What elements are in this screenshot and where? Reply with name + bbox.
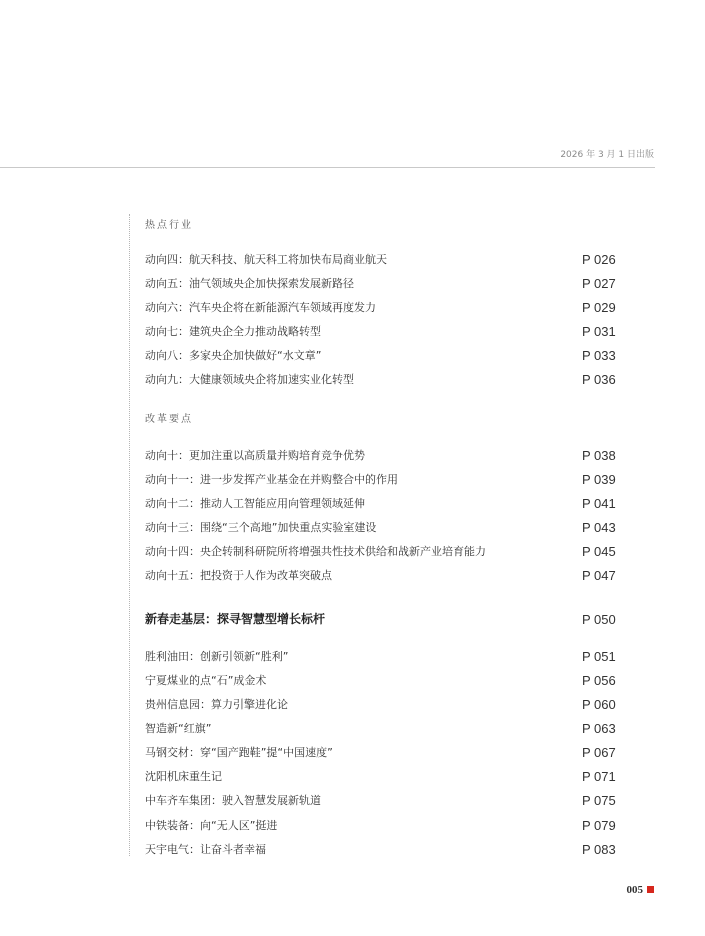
toc-entry[interactable] <box>145 815 615 833</box>
toc-entry[interactable] <box>145 517 615 535</box>
toc-entry-page: P 050 <box>582 612 616 627</box>
feature-title: 新春走基层：探寻智慧型增长标杆 <box>145 612 326 626</box>
toc-entry-page: P 026 <box>582 252 616 267</box>
toc-entry-title: 动向十一：进一步发挥产业基金在并购整合中的作用 <box>145 473 398 486</box>
toc-entry-title: 动向九：大健康领域央企将加速实业化转型 <box>145 373 354 386</box>
toc-entry-title: 动向十四：央企转制科研院所将增强共性技术供给和战新产业培育能力 <box>145 545 486 558</box>
toc-entry-title: 动向六：汽车央企将在新能源汽车领域再度发力 <box>145 301 376 314</box>
toc-entry-page: P 067 <box>582 745 616 760</box>
toc-entry-title: 中铁装备：向“无人区”挺进 <box>145 819 278 832</box>
toc-entry[interactable] <box>145 297 615 315</box>
toc-entry[interactable] <box>145 766 615 784</box>
toc-entry-title: 贵州信息园：算力引擎进化论 <box>145 698 288 711</box>
toc-entry-title: 动向十五：把投资于人作为改革突破点 <box>145 569 332 582</box>
toc-entry-page: P 056 <box>582 673 616 688</box>
toc-entry-title: 马钢交材：穿“国产跑鞋”提“中国速度” <box>145 746 333 759</box>
toc-entry-page: P 045 <box>582 544 616 559</box>
toc-entry[interactable] <box>145 839 615 857</box>
toc-entry[interactable] <box>145 565 615 583</box>
toc-entry-title: 动向十：更加注重以高质量并购培育竞争优势 <box>145 449 365 462</box>
toc-entry[interactable] <box>145 670 615 688</box>
toc-entry-page: P 027 <box>582 276 616 291</box>
toc-entry[interactable] <box>145 249 615 267</box>
page-number <box>627 884 655 896</box>
toc-entry-page: P 079 <box>582 818 616 833</box>
toc-entry[interactable] <box>145 369 615 387</box>
toc-entry-page: P 071 <box>582 769 616 784</box>
toc-entry-page: P 083 <box>582 842 616 857</box>
toc-entry[interactable] <box>145 646 615 664</box>
toc-entry-title: 中车齐车集团：驶入智慧发展新轨道 <box>145 794 321 807</box>
toc-entry-page: P 051 <box>582 649 616 664</box>
page-number-text: 005 <box>626 884 643 896</box>
toc-entry-page: P 031 <box>582 324 616 339</box>
toc-entry[interactable] <box>145 321 615 339</box>
toc-entry[interactable] <box>145 742 615 760</box>
dotted-margin-rule <box>129 214 130 856</box>
toc-entry-page: P 041 <box>582 496 616 511</box>
toc-entry[interactable] <box>145 345 615 363</box>
red-square-marker <box>647 886 654 893</box>
toc-entry-title: 动向四：航天科技、航天科工将加快布局商业航天 <box>145 253 387 266</box>
toc-entry-page: P 060 <box>582 697 616 712</box>
toc-entry-title: 动向十三：围绕“三个高地”加快重点实验室建设 <box>145 521 377 534</box>
toc-entry-page: P 038 <box>582 448 616 463</box>
toc-entry-title: 动向五：油气领域央企加快探索发展新路径 <box>145 277 354 290</box>
toc-entry-title: 动向十二：推动人工智能应用向管理领域延伸 <box>145 497 365 510</box>
toc-entry[interactable] <box>145 469 615 487</box>
toc-entry[interactable] <box>145 718 615 736</box>
toc-entry-title: 沈阳机床重生记 <box>145 770 222 783</box>
toc-entry[interactable] <box>145 694 615 712</box>
toc-entry[interactable] <box>145 445 615 463</box>
toc-entry-title: 天宇电气：让奋斗者幸福 <box>145 843 266 856</box>
toc-entry-page: P 036 <box>582 372 616 387</box>
toc-entry-title: 宁夏煤业的点“石”成金术 <box>145 674 267 687</box>
toc-entry-page: P 029 <box>582 300 616 315</box>
toc-entry-page: P 043 <box>582 520 616 535</box>
toc-entry-title: 胜利油田：创新引领新“胜利” <box>145 650 289 663</box>
toc-entry-page: P 063 <box>582 721 616 736</box>
toc-entry-page: P 033 <box>582 348 616 363</box>
toc-entry-page: P 047 <box>582 568 616 583</box>
toc-entry[interactable] <box>145 541 615 559</box>
toc-entry-title: 动向七：建筑央企全力推动战略转型 <box>145 325 321 338</box>
toc-entry-page: P 039 <box>582 472 616 487</box>
toc-entry-title: 智造新“红旗” <box>145 722 212 735</box>
section-title-reform-points: 改革要点 <box>145 414 193 425</box>
toc-entry-title: 动向八：多家央企加快做好“水文章” <box>145 349 322 362</box>
toc-entry[interactable] <box>145 493 615 511</box>
toc-entry-page: P 075 <box>582 793 616 808</box>
header-divider <box>0 167 655 168</box>
section-title-hot-industries: 热点行业 <box>145 220 193 231</box>
toc-entry[interactable] <box>145 790 615 808</box>
publication-date: 2026 年 3 月 1 日出版 <box>560 150 654 160</box>
toc-feature-entry[interactable] <box>145 609 615 627</box>
toc-entry[interactable] <box>145 273 615 291</box>
